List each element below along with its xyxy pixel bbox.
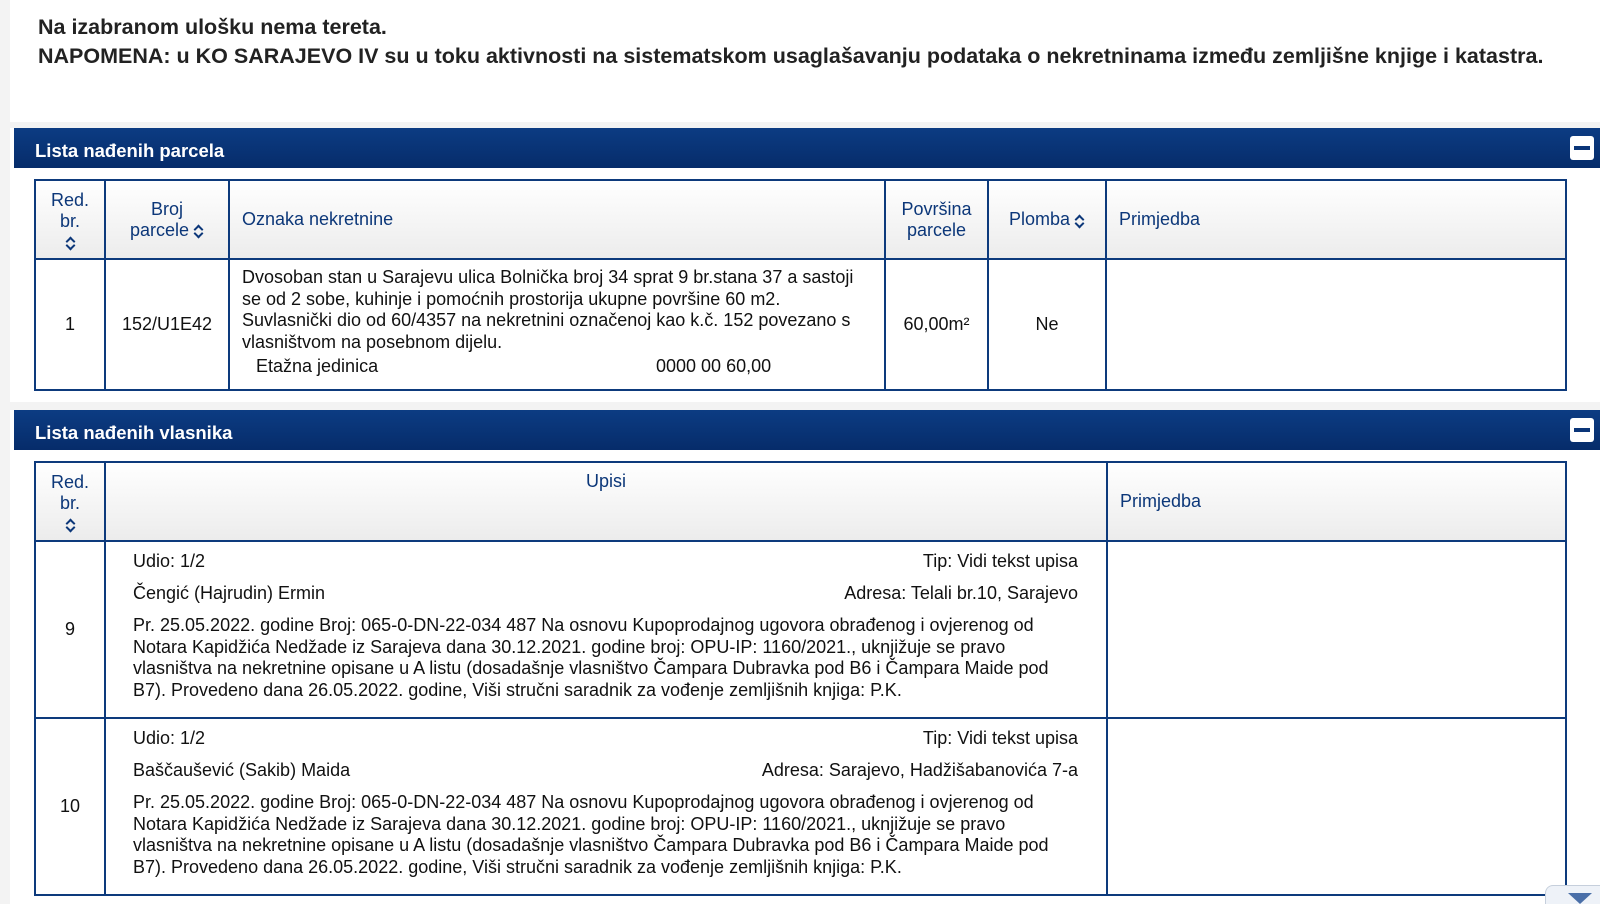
upis-text: Pr. 25.05.2022. godine Broj: 065-0-DN-22-034 487 Na osnovu Kupoprodajnog ugovora obrađenog i ovjerenog od Notara Kapidžića Nedžade iz Sarajeva dana 30.12.2021. godine broj: OPU-IP: 1160/2021., uknjižuje se pravo vlasništva na nekretnine opisane u A listu (dosadašnje vlasništvo Čampara Dubravka pod B6 i Čampara Maide pod B7). Provedeno dana 26.05.2022. godine, Viši stručni saradnik za vođenje zemljišnih knjiga: P.K. <box>133 792 1049 877</box>
napomena-notice: NAPOMENA: u KO SARAJEVO IV su u toku aktivnosti na sistematskom usaglašavanju podataka o nekretninama između zemljišne knjige i katastra. <box>38 44 1544 68</box>
udio: Udio: 1/2 <box>133 728 206 748</box>
owner-address: Adresa: Sarajevo, Hadžišabanovića 7-a <box>761 760 1078 780</box>
ime-adresa-row <box>133 583 1078 615</box>
sort-icon[interactable] <box>1074 213 1085 228</box>
sort-icon[interactable] <box>65 235 76 250</box>
ime-adresa-row <box>133 760 1078 792</box>
collapse-icon[interactable] <box>1570 136 1594 160</box>
chevron-down-icon[interactable] <box>1545 885 1600 904</box>
owners-panel <box>10 410 1600 904</box>
etazna-jedinica-row <box>242 356 872 378</box>
cell-primjedba <box>1106 259 1566 390</box>
cell-broj-parcele: 152/U1E42 <box>105 259 229 390</box>
tip: Tip: Vidi tekst upisa <box>922 728 1078 748</box>
upis-text: Pr. 25.05.2022. godine Broj: 065-0-DN-22-034 487 Na osnovu Kupoprodajnog ugovora obrađenog i ovjerenog od Notara Kapidžića Nedžade iz Sarajeva dana 30.12.2021. godine broj: OPU-IP: 1160/2021., uknjižuje se pravo vlasništva na nekretnine opisane u A listu (dosadašnje vlasništvo Čampara Dubravka pod B6 i Čampara Maide pod B7). Provedeno dana 26.05.2022. godine, Viši stručni saradnik za vođenje zemljišnih knjiga: P.K. <box>133 615 1049 700</box>
sort-icon[interactable] <box>65 517 76 532</box>
owner-name: Baščaušević (Sakib) Maida <box>133 760 351 780</box>
cell-plomba: Ne <box>988 259 1106 390</box>
owners-header-row <box>35 462 1566 541</box>
cell-red-br: 1 <box>35 259 105 390</box>
cell-primjedba <box>1107 541 1566 718</box>
tip: Tip: Vidi tekst upisa <box>922 551 1078 571</box>
table-row <box>35 718 1566 895</box>
udio-tip-row <box>133 551 1078 583</box>
parcels-panel-title: Lista nađenih parcela <box>35 140 225 161</box>
etazna-jedinica-label: Etažna jedinica <box>256 356 379 376</box>
col-primjedba: Primjedba <box>1107 462 1566 541</box>
owners-table <box>34 461 1567 896</box>
col-povrsina-parcele: Površina parcele <box>885 180 988 259</box>
parcels-panel-header <box>14 128 1600 168</box>
col-primjedba: Primjedba <box>1106 180 1566 259</box>
owners-panel-header <box>14 410 1600 450</box>
cell-upisi <box>105 718 1107 895</box>
parcels-table <box>34 179 1567 391</box>
no-encumbrance-notice: Na izabranom ulošku nema tereta. <box>38 15 387 39</box>
col-upisi: Upisi <box>105 462 1107 541</box>
cell-red-br: 10 <box>35 718 105 895</box>
col-broj-parcele[interactable]: Broj parcele <box>105 180 229 259</box>
col-red-br[interactable]: Red. br. <box>35 462 105 541</box>
parcels-header-row <box>35 180 1566 259</box>
owner-address: Adresa: Telali br.10, Sarajevo <box>844 583 1078 603</box>
parcels-panel <box>10 128 1600 402</box>
collapse-icon[interactable] <box>1570 418 1594 442</box>
cell-povrsina: 60,00m² <box>885 259 988 390</box>
cell-red-br: 9 <box>35 541 105 718</box>
owner-name: Čengić (Hajrudin) Ermin <box>133 583 326 603</box>
table-row <box>35 541 1566 718</box>
cell-upisi <box>105 541 1107 718</box>
cell-oznaka <box>229 259 885 390</box>
etazna-jedinica-value: 0000 00 60,00 <box>656 356 772 376</box>
col-oznaka-nekretnine: Oznaka nekretnine <box>229 180 885 259</box>
notice-box <box>10 0 1600 122</box>
col-plomba[interactable]: Plomba <box>988 180 1106 259</box>
cell-primjedba <box>1107 718 1566 895</box>
udio: Udio: 1/2 <box>133 551 206 571</box>
table-row <box>35 259 1566 390</box>
oznaka-text: Dvosoban stan u Sarajevu ulica Bolnička broj 34 sprat 9 br.stana 37 a sastoji se od 2 sobe, kuhinje i pomoćnih prostorija ukupne površine 60 m2. Suvlasnički dio od 60/4357 na nekretnini označenoj kao k.č. 152 povezano s vlasništvom na posebnom dijelu. <box>242 267 854 352</box>
col-red-br[interactable]: Red. br. <box>35 180 105 259</box>
udio-tip-row <box>133 728 1078 760</box>
owners-panel-title: Lista nađenih vlasnika <box>35 422 233 443</box>
sort-icon[interactable] <box>193 223 204 238</box>
